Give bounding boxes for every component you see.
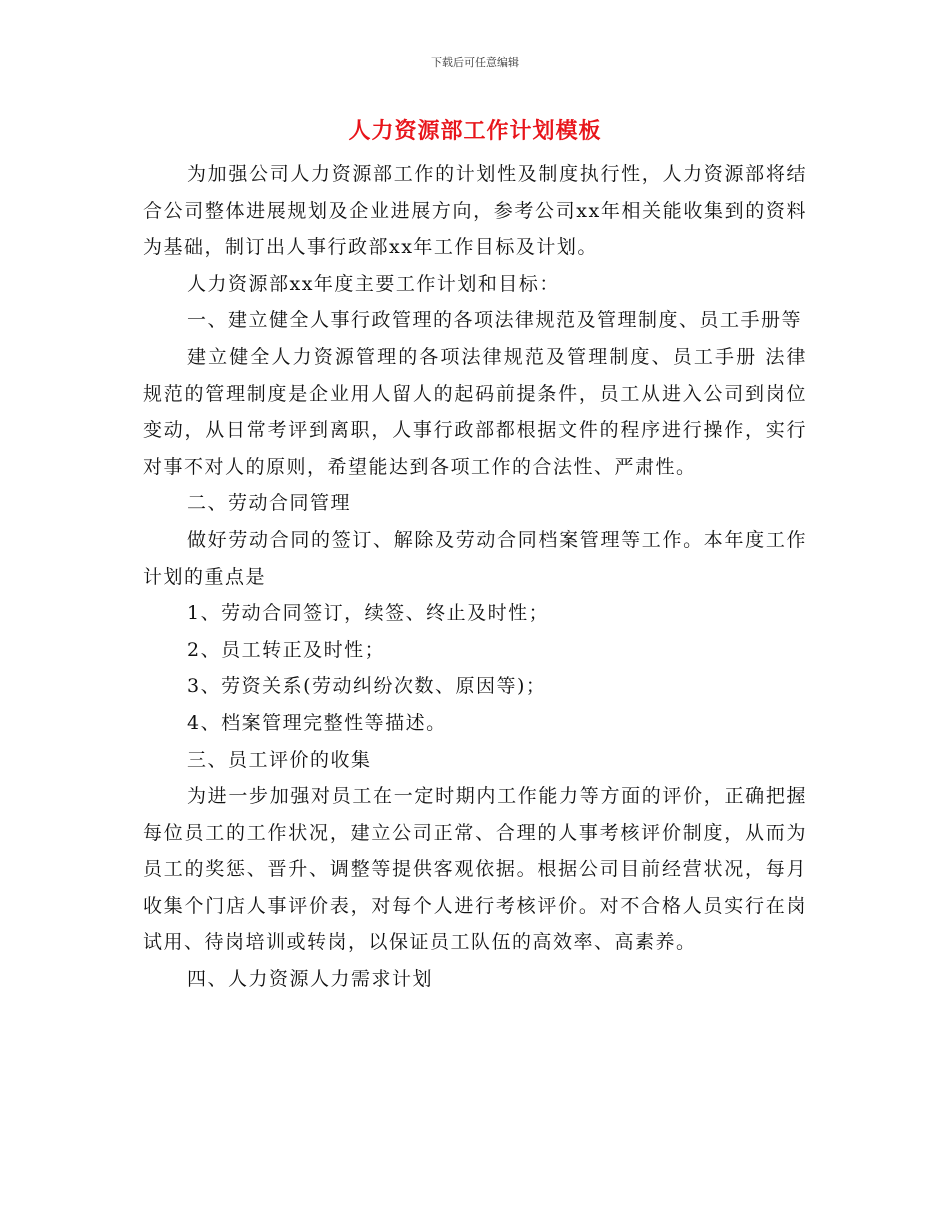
- paragraph-plan-heading: 人力资源部xx年度主要工作计划和目标：: [187, 272, 560, 295]
- paragraph-section-1: 建立健全人力资源管理的各项法律规范及管理制度、员工手册 法律规范的管理制度是企业用人留人的起码前提条件，员工从进入公司到岗位变动，从日常考评到离职，人事行政部都根据文件的程序进行操作，实行对事不对人的原则，希望能达到各项工作的合法性、严肃性。: [143, 345, 807, 478]
- list-item-3: 3、劳资关系(劳动纠纷次数、原因等)；: [187, 675, 547, 698]
- paragraph-section-2: 做好劳动合同的签订、解除及劳动合同档案管理等工作。本年度工作计划的重点是: [143, 528, 807, 588]
- paragraph-section-3: 为进一步加强对员工在一定时期内工作能力等方面的评价，正确把握每位员工的工作状况，建立公司正常、合理的人事考核评价制度，从而为员工的奖惩、晋升、调整等提供客观依据。根据公司目前经营状况，每月收集个门店人事评价表，对每个人进行考核评价。对不合格人员实行在岗试用、待岗培训或转岗，以保证员工队伍的高效率、高素养。: [143, 785, 807, 954]
- document-title: 人力资源部工作计划模板: [348, 119, 602, 144]
- list-item-1: 1、劳动合同签订，续签、终止及时性；: [187, 602, 550, 625]
- section-heading-1: 一、建立健全人事行政管理的各项法律规范及管理制度、员工手册等: [187, 309, 803, 332]
- list-item-4: 4、档案管理完整性等描述。: [187, 711, 447, 734]
- section-heading-4: 四、人力资源人力需求计划: [187, 968, 434, 991]
- section-heading-2: 二、劳动合同管理: [187, 492, 352, 515]
- paragraph-intro: 为加强公司人力资源部工作的计划性及制度执行性，人力资源部将结合公司整体进展规划及企业进展方向，参考公司xx年相关能收集到的资料为基础，制订出人事行政部xx年工作目标及计划。: [143, 163, 807, 259]
- header-note: 下载后可任意编辑: [431, 56, 519, 69]
- section-heading-3: 三、员工评价的收集: [187, 748, 372, 771]
- document-body: [143, 156, 807, 998]
- list-item-2: 2、员工转正及时性；: [187, 638, 386, 661]
